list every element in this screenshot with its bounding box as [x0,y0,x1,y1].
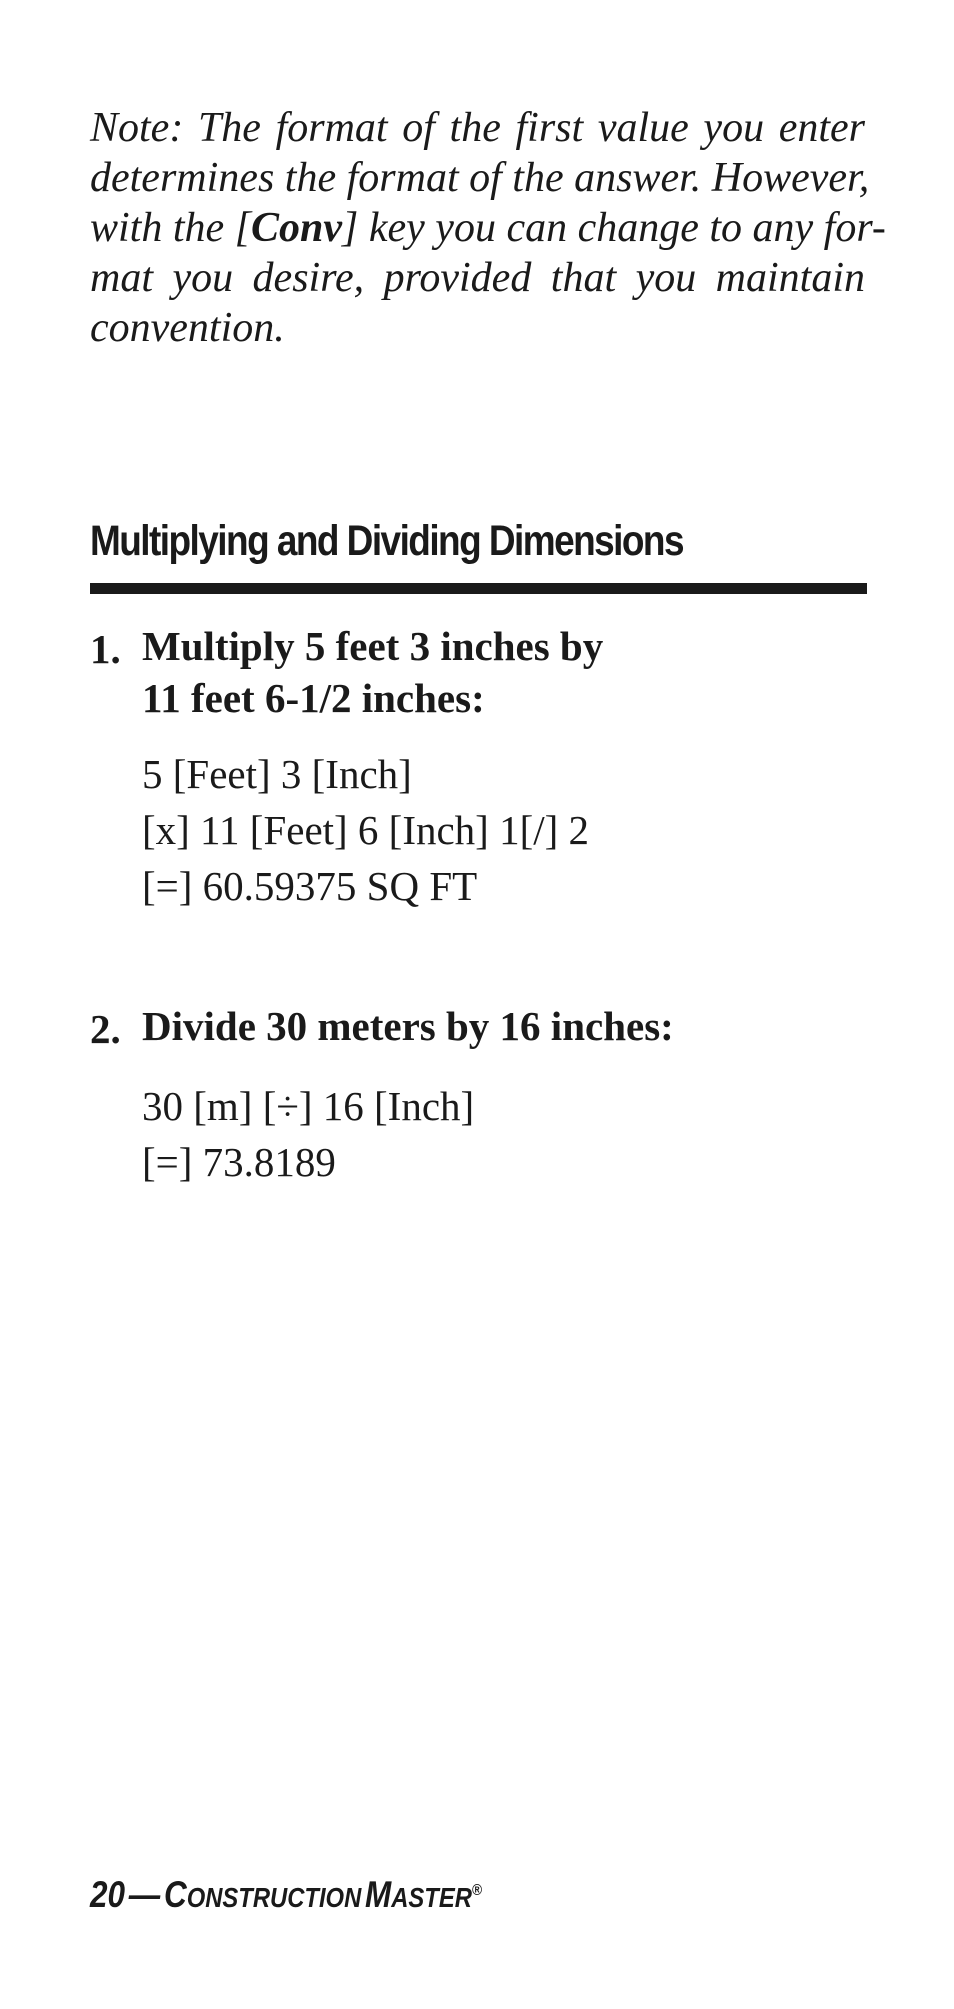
step-title [142,1000,674,1052]
note-line: Note: The format of the first value you enter [90,105,865,151]
step-title-line: Divide 30 meters by 16 inches: [142,1003,674,1049]
section-title-rule [90,583,867,594]
step-title-line: 11 feet 6-1/2 inches: [142,675,485,721]
note-line: determines the format of the answer. However, [90,155,870,201]
step-number: 2. [90,1006,121,1052]
keystroke-line: [=] 73.8189 [142,1139,336,1185]
note-line: mat you desire, provided that you maintain [90,255,865,301]
step-title-line: Multiply 5 feet 3 inches by [142,623,604,669]
footer-product-name: CONSTRUCTION MASTER® [164,1874,482,1915]
keystroke-line: 30 [m] [÷] 16 [Inch] [142,1083,475,1129]
step-title [142,620,603,724]
note-line: with the [Conv] key you can change to any for- [90,205,886,251]
page-footer [90,1874,482,1916]
keystroke-line: [x] 11 [Feet] 6 [Inch] 1[/] 2 [142,807,590,853]
note-line: convention. [90,305,285,351]
section-title: Multiplying and Dividing Dimensions [90,517,683,565]
page-number: 20 [90,1874,125,1915]
keystroke-line: [=] 60.59375 SQ FT [142,863,478,909]
step-number: 1. [90,626,121,672]
keystroke-line: 5 [Feet] 3 [Inch] [142,751,412,797]
registered-mark: ® [471,1882,482,1899]
conv-key-label: Conv [251,205,343,251]
footer-dash: — [128,1874,161,1915]
